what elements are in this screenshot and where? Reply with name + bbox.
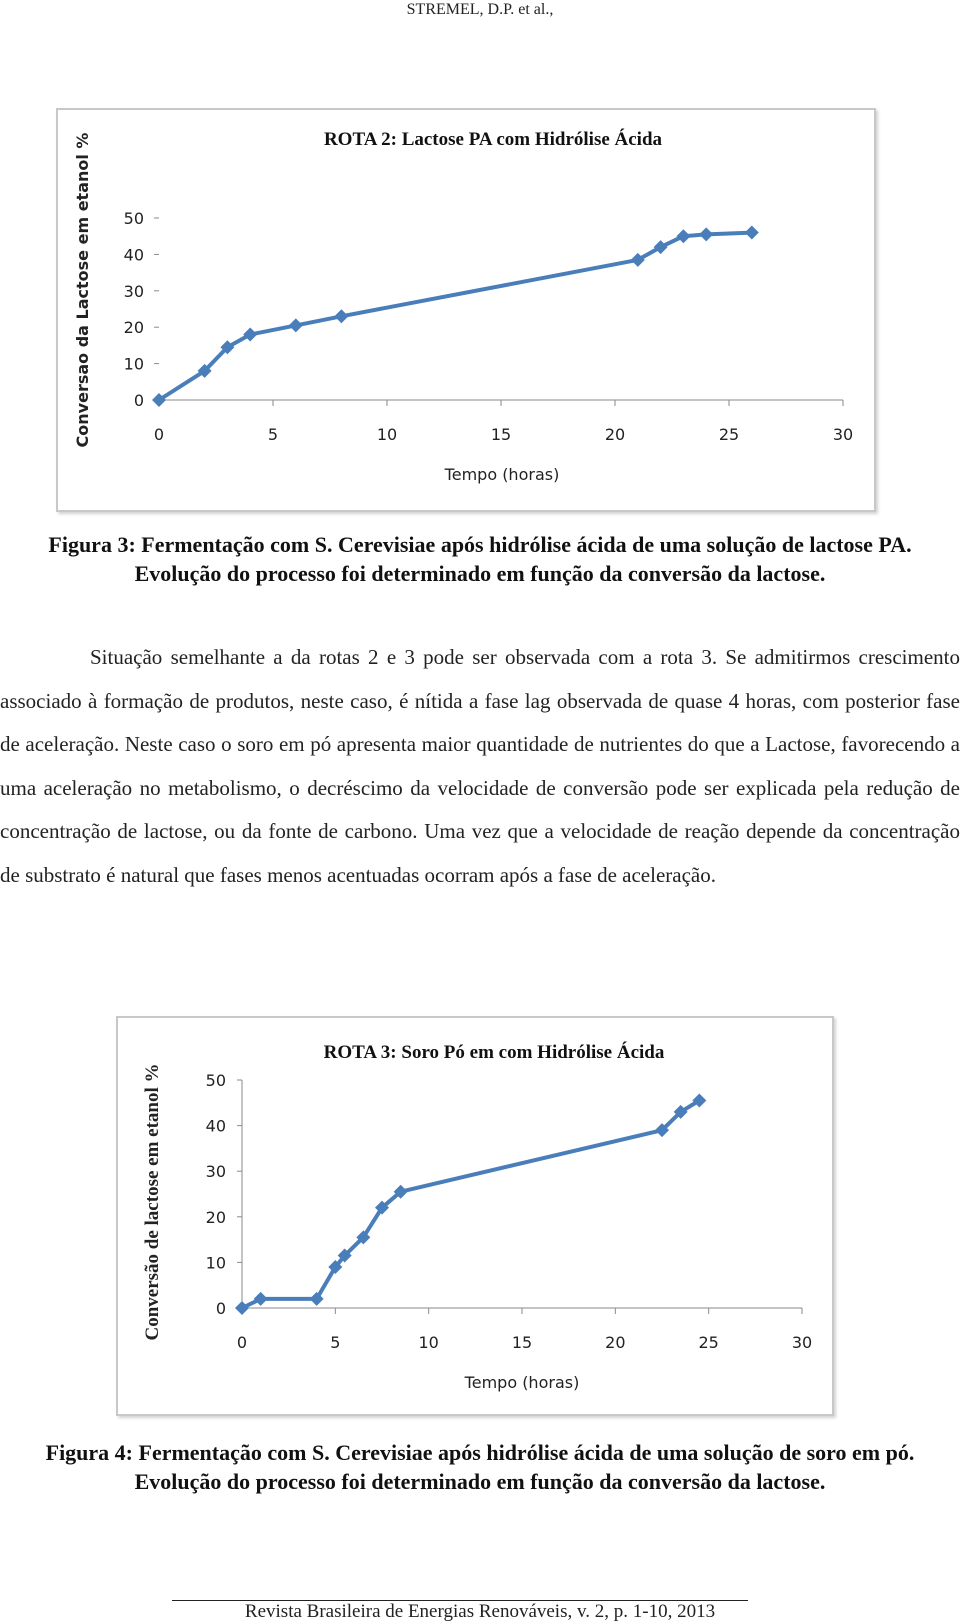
y-tick-label: 20 bbox=[123, 318, 144, 338]
y-tick-label: 30 bbox=[205, 1162, 226, 1182]
figure-4-chart bbox=[116, 1016, 834, 1416]
y-tick-label: 0 bbox=[215, 1299, 226, 1318]
chart-title: ROTA 2: Lactose PA com Hidrólise Ácida bbox=[323, 129, 663, 150]
x-tick-label: 30 bbox=[791, 1333, 813, 1352]
y-tick-label: 50 bbox=[205, 1071, 226, 1090]
body-paragraph bbox=[0, 636, 960, 897]
x-tick-label: 0 bbox=[236, 1333, 248, 1352]
x-tick-label: 20 bbox=[605, 1333, 626, 1352]
figure-4-caption: Figura 4: Fermentação com S. Cerevisiae após hidrólise ácida de uma solução de soro em pó. Evolução do processo foi determinado em função da conversão da lactose. bbox=[45, 1440, 915, 1494]
chart-rota-2 bbox=[58, 110, 874, 510]
y-tick-label: 10 bbox=[123, 354, 144, 374]
x-axis-label: Tempo (horas) bbox=[464, 1373, 580, 1392]
journal-footer: Revista Brasileira de Energias Renováveis, v. 2, p. 1-10, 2013 bbox=[244, 1601, 716, 1622]
x-axis-label: Tempo (horas) bbox=[444, 465, 560, 484]
x-tick-label: 10 bbox=[418, 1333, 439, 1352]
x-tick-label: 15 bbox=[490, 425, 512, 444]
running-header: STREMEL, D.P. et al., bbox=[406, 1, 554, 18]
data-point-marker bbox=[289, 318, 303, 332]
y-tick-label: 40 bbox=[205, 1116, 226, 1136]
x-tick-label: 15 bbox=[511, 1333, 533, 1352]
chart-title: ROTA 3: Soro Pó em com Hidrólise Ácida bbox=[323, 1042, 665, 1063]
data-point-marker bbox=[254, 1292, 268, 1306]
y-tick-label: 20 bbox=[205, 1207, 226, 1227]
series-line bbox=[242, 1101, 699, 1309]
x-tick-label: 25 bbox=[698, 1333, 719, 1352]
y-axis-label: Conversao da Lactose em etanol % bbox=[73, 132, 92, 448]
x-tick-label: 30 bbox=[832, 425, 854, 444]
figure-3-chart bbox=[56, 108, 876, 512]
data-point-marker bbox=[235, 1301, 249, 1315]
body-paragraph-text: Situação semelhante a da rotas 2 e 3 pode ser observada com a rota 3. Se admitirmos crescimento associado à formação de produtos, neste caso, é nítida a fase lag observada de quase 4 horas, com posterior fase de aceleração. Neste caso o soro em pó apresenta maior quantidade de nutrientes do que a Lactose, favorecendo a uma aceleração no metabolismo, o decréscimo da velocidade de conversão pode ser explicada pela redução de concentração de lactose, ou da fonte de carbono. Uma vez que a velocidade de reação depende da concentração de substrato é natural que fases menos acentuadas ocorram após a fase de aceleração. bbox=[0, 645, 960, 887]
x-tick-label: 5 bbox=[330, 1333, 341, 1352]
x-tick-label: 0 bbox=[153, 425, 165, 444]
x-tick-label: 20 bbox=[604, 425, 626, 444]
data-point-marker bbox=[745, 226, 759, 240]
x-tick-label: 5 bbox=[267, 425, 279, 444]
y-tick-label: 0 bbox=[133, 391, 144, 410]
figure-3-caption: Figura 3: Fermentação com S. Cerevisiae após hidrólise ácida de uma solução de lactose PA. Evolução do processo foi determinado em função da conversão da lactose. bbox=[48, 532, 912, 586]
series-line bbox=[159, 233, 752, 400]
data-point-marker bbox=[699, 227, 713, 241]
data-point-marker bbox=[676, 229, 690, 243]
y-tick-label: 30 bbox=[123, 281, 144, 301]
y-tick-label: 50 bbox=[123, 209, 144, 228]
y-axis-label: Conversão de lactose em etanol % bbox=[142, 1063, 163, 1341]
x-tick-label: 25 bbox=[718, 425, 740, 444]
chart-rota-3 bbox=[118, 1018, 832, 1414]
y-tick-label: 10 bbox=[205, 1253, 226, 1273]
x-tick-label: 10 bbox=[376, 425, 398, 444]
data-point-marker bbox=[334, 309, 348, 323]
y-tick-label: 40 bbox=[123, 245, 144, 265]
